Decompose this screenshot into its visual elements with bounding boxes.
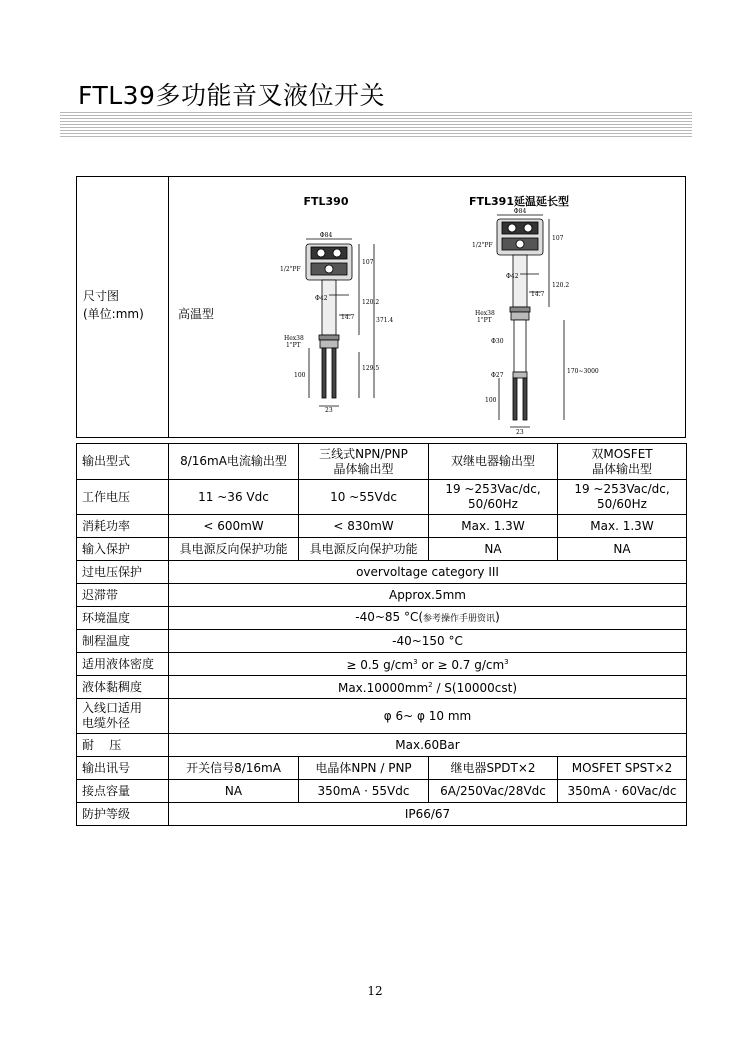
cell: Approx.5mm xyxy=(169,584,687,607)
cell: 双MOSFET 晶体输出型 xyxy=(558,444,687,480)
table-row xyxy=(77,699,687,734)
cell: 具电源反向保护功能 xyxy=(299,538,429,561)
table-row xyxy=(77,561,687,584)
row-label: 耐 压 xyxy=(77,734,169,757)
table-row xyxy=(77,538,687,561)
model-a-dim-hex: Hex38 xyxy=(284,335,304,342)
row-label: 接点容量 xyxy=(77,780,169,803)
table-row xyxy=(77,780,687,803)
model-a-dim-100: 100 xyxy=(294,372,306,379)
cell: 19 ~253Vac/dc, 50/60Hz xyxy=(429,480,558,515)
cell: NA xyxy=(558,538,687,561)
cell: 350mA · 60Vac/dc xyxy=(558,780,687,803)
row-label: 制程温度 xyxy=(77,630,169,653)
model-a-dim-phi42: Φ42 xyxy=(315,295,328,302)
model-b-dim-pt: 1"PT xyxy=(477,317,492,324)
model-b-dim-phi42: Φ42 xyxy=(506,273,519,280)
table-row xyxy=(77,444,687,480)
model-a-dim-120: 120.2 xyxy=(362,299,380,306)
cell: Max.60Bar xyxy=(169,734,687,757)
cell-note: 参考操作手册资讯 xyxy=(423,613,496,624)
cell xyxy=(169,607,687,630)
model-b-dim-diameter: Φ84 xyxy=(513,208,527,215)
row-label: 防护等级 xyxy=(77,803,169,826)
model-b-dim-14: 14.7 xyxy=(531,291,545,298)
cell: 电晶体NPN / PNP xyxy=(299,757,429,780)
table-row xyxy=(77,480,687,515)
row-label: 消耗功率 xyxy=(77,515,169,538)
cell-text-tail: ) xyxy=(495,609,500,624)
table-row xyxy=(77,607,687,630)
cell xyxy=(169,676,687,699)
cell: overvoltage category III xyxy=(169,561,687,584)
cell: 350mA · 55Vdc xyxy=(299,780,429,803)
row-label: 入线口适用 电缆外径 xyxy=(77,699,169,734)
model-a-dim-14: 14.7 xyxy=(341,314,355,321)
model-b-dim-phi27: Φ27 xyxy=(491,372,504,379)
cell-text: / S(10000cst) xyxy=(432,681,518,695)
cell: 双继电器输出型 xyxy=(429,444,558,480)
model-a-dim-23: 23 xyxy=(325,407,333,414)
cell: Max. 1.3W xyxy=(429,515,558,538)
cell-text: -40~85 °C( xyxy=(355,609,424,624)
row-label: 输入保护 xyxy=(77,538,169,561)
dimension-diagram-box xyxy=(76,176,686,438)
model-b-dim-120: 120.2 xyxy=(552,282,570,289)
cell-sup: 3 xyxy=(504,658,509,666)
cell-text: ≥ 0.5 g/cm xyxy=(346,658,414,672)
cell: 8/16mA电流输出型 xyxy=(169,444,299,480)
row-label: 环境温度 xyxy=(77,607,169,630)
diagram-label-line1: 尺寸图 xyxy=(83,289,120,303)
cell: 19 ~253Vac/dc, 50/60Hz xyxy=(558,480,687,515)
model-a-dim-107: 107 xyxy=(362,259,374,266)
cell-sup: 2 xyxy=(428,681,433,689)
cell: 开关信号8/16mA xyxy=(169,757,299,780)
cell-text: or ≥ 0.7 g/cm xyxy=(417,658,505,672)
row-label: 输出型式 xyxy=(77,444,169,480)
model-b-dim-hex: Hex38 xyxy=(475,310,495,317)
cell-sup: 3 xyxy=(413,658,418,666)
row-label: 输出讯号 xyxy=(77,757,169,780)
cell: φ 6~ φ 10 mm xyxy=(169,699,687,734)
cell: 11 ~36 Vdc xyxy=(169,480,299,515)
cell: < 600mW xyxy=(169,515,299,538)
diagram-label xyxy=(83,287,144,323)
cell: MOSFET SPST×2 xyxy=(558,757,687,780)
row-label: 液体黏稠度 xyxy=(77,676,169,699)
row-label: 适用液体密度 xyxy=(77,653,169,676)
row-label: 迟滞带 xyxy=(77,584,169,607)
page-number: 12 xyxy=(367,984,383,998)
cell: 10 ~55Vdc xyxy=(299,480,429,515)
table-row xyxy=(77,676,687,699)
cell: NA xyxy=(429,538,558,561)
table-row xyxy=(77,584,687,607)
table-row xyxy=(77,803,687,826)
row-label: 工作电压 xyxy=(77,480,169,515)
table-row xyxy=(77,653,687,676)
dimension-drawings xyxy=(169,177,684,437)
spec-table xyxy=(76,443,687,826)
cell: 三线式NPN/PNP 晶体输出型 xyxy=(299,444,429,480)
cell: < 830mW xyxy=(299,515,429,538)
model-a-dim-thread: 1/2"PF xyxy=(280,266,301,273)
model-b-dim-23: 23 xyxy=(516,429,524,436)
model-a-dim-diameter: Φ84 xyxy=(319,232,333,239)
cell: NA xyxy=(169,780,299,803)
model-a-dim-129: 129.5 xyxy=(362,365,380,372)
cell: 6A/250Vac/28Vdc xyxy=(429,780,558,803)
cell: -40~150 °C xyxy=(169,630,687,653)
cell: IP66/67 xyxy=(169,803,687,826)
cell: 具电源反向保护功能 xyxy=(169,538,299,561)
table-row xyxy=(77,757,687,780)
diagram-label-cell xyxy=(77,177,169,437)
diagram-label-line2: (单位:mm) xyxy=(83,307,144,321)
page-title: FTL39多功能音叉液位开关 xyxy=(78,81,385,110)
model-b-dim-107: 107 xyxy=(552,235,564,242)
model-b-name: FTL391延温延长型 xyxy=(469,195,569,208)
title-underline-stripes xyxy=(60,112,692,138)
cell xyxy=(169,653,687,676)
model-b-dim-phi30: Φ30 xyxy=(491,338,504,345)
cell-text: Max.10000mm xyxy=(337,681,429,695)
model-b-dim-thread: 1/2"PF xyxy=(472,242,493,249)
table-row xyxy=(77,515,687,538)
model-a-dim-pt: 1"PT xyxy=(286,342,301,349)
table-row xyxy=(77,734,687,757)
model-b-dim-100: 100 xyxy=(485,397,497,404)
table-row xyxy=(77,630,687,653)
cell: Max. 1.3W xyxy=(558,515,687,538)
cell: 继电器SPDT×2 xyxy=(429,757,558,780)
model-a-name: FTL390 xyxy=(303,195,349,208)
diagram-type-label: 高温型 xyxy=(178,307,215,321)
model-a-dim-371: 371.4 xyxy=(376,317,394,324)
row-label: 过电压保护 xyxy=(77,561,169,584)
model-b-dim-length: 170~3000 xyxy=(567,368,599,375)
model-b-drawing xyxy=(497,215,564,427)
